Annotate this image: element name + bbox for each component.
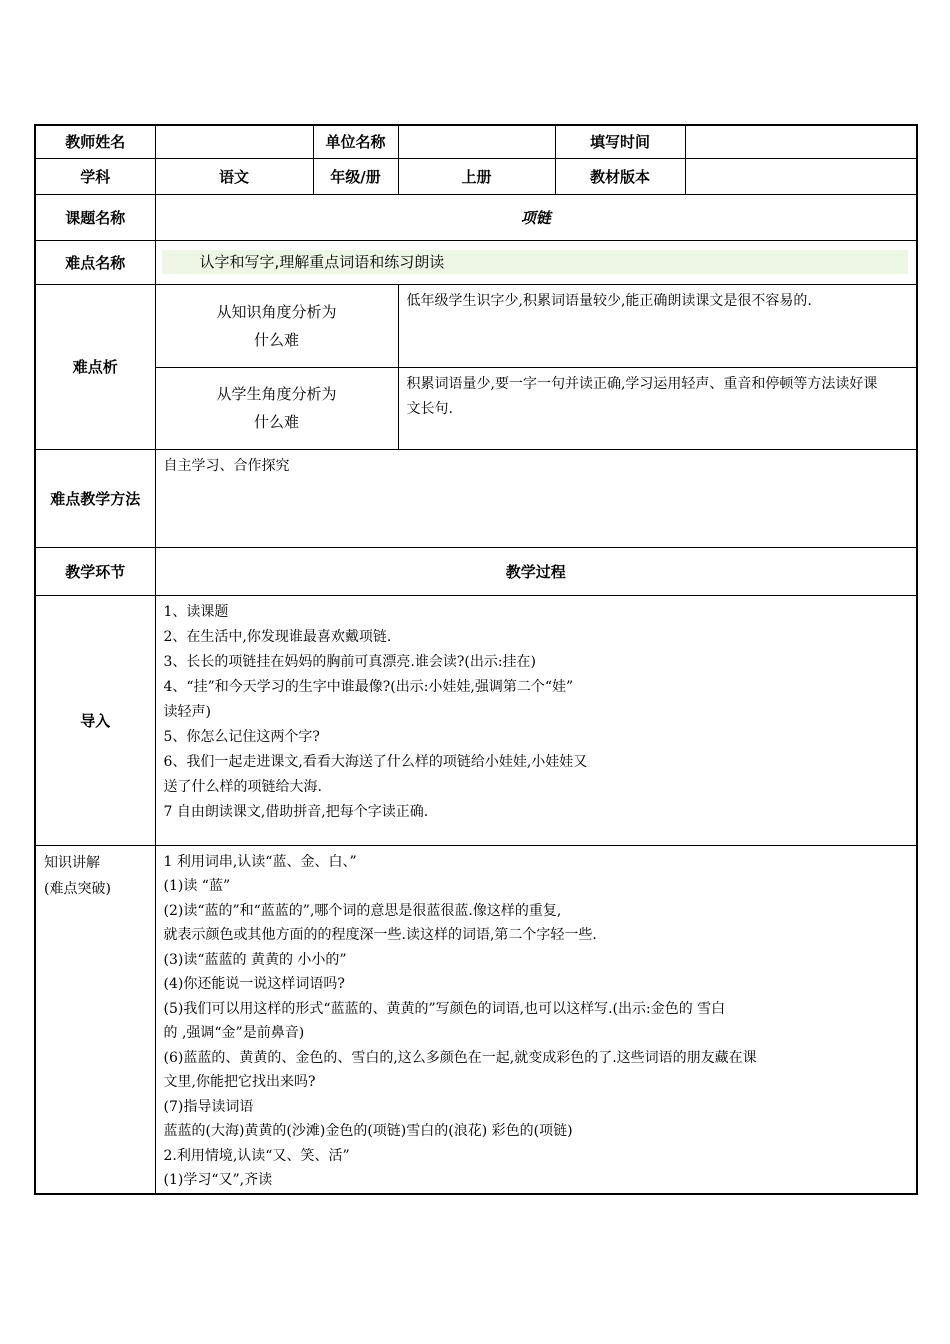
knowledge-line: (3)读“蓝蓝的 黄黄的 小小的” <box>163 951 347 968</box>
lesson-plan-table <box>34 124 918 1195</box>
knowledge-row <box>35 845 917 1194</box>
lesson-plan-form <box>34 124 916 1195</box>
knowledge-label-line-2: (难点突破) <box>44 880 111 897</box>
knowledge-line: 2.利用情境,认读“又、笑、活” <box>163 1147 350 1164</box>
student-angle-label-line-1: 从学生角度分析为 <box>216 385 337 403</box>
grade-label: 年级/册 <box>313 158 398 194</box>
intro-row <box>35 595 917 845</box>
student-angle-text-cell <box>398 367 917 449</box>
grade-value: 上册 <box>398 158 555 194</box>
analysis-knowledge-row <box>35 284 917 367</box>
method-value: 自主学习、合作探究 <box>163 457 290 474</box>
knowledge-label <box>35 845 155 1194</box>
knowledge-label-line-1: 知识讲解 <box>44 854 100 871</box>
difficulty-cell <box>155 240 917 284</box>
knowledge-line: (6)蓝蓝的、黄黄的、金色的、雪白的,这么多颜色在一起,就变成彩色的了.这些词语的朋友藏在课 <box>163 1049 757 1066</box>
intro-line: 6、我们一起走进课文,看看大海送了什么样的项链给小娃娃,小娃娃又 <box>163 753 588 770</box>
intro-label: 导入 <box>35 595 155 845</box>
knowledge-angle-text: 低年级学生识字少,积累词语量较少,能正确朗读课文是很不容易的. <box>406 292 812 309</box>
student-angle-text-line-1: 积累词语量少,要一字一句并读正确,学习运用轻声、重音和停顿等方法读好课 <box>406 375 878 392</box>
topic-value: 项链 <box>155 194 917 240</box>
knowledge-line: 1 利用词串,认读“蓝、金、白、” <box>163 853 357 870</box>
topic-label: 课题名称 <box>35 194 155 240</box>
student-angle-label <box>155 367 398 449</box>
fill-time-label: 填写时间 <box>555 125 685 158</box>
difficulty-value: 认字和写字,理解重点词语和练习朗读 <box>162 250 909 274</box>
knowledge-content <box>155 845 917 1194</box>
intro-line: 1、读课题 <box>163 603 229 620</box>
knowledge-line: 就表示颜色或其他方面的的程度深一些.读这样的词语,第二个字轻一些. <box>163 927 597 943</box>
knowledge-line: 的 ,强调“金”是前鼻音) <box>163 1025 305 1041</box>
intro-line: 5、你怎么记住这两个字? <box>163 728 320 745</box>
stage-label: 教学环节 <box>35 547 155 595</box>
subject-label: 学科 <box>35 158 155 194</box>
analysis-label: 难点析 <box>35 284 155 449</box>
analysis-student-row <box>35 367 917 449</box>
intro-line: 读轻声) <box>163 703 211 720</box>
topic-row <box>35 194 917 240</box>
header-row-1 <box>35 125 917 158</box>
process-header-row <box>35 547 917 595</box>
student-angle-text-line-2: 文长句. <box>406 400 453 417</box>
unit-name-label: 单位名称 <box>313 125 398 158</box>
student-angle-label-line-2: 什么难 <box>253 413 299 431</box>
header-row-2 <box>35 158 917 194</box>
knowledge-line: (1)读 “蓝” <box>163 878 231 894</box>
subject-value: 语文 <box>155 158 313 194</box>
intro-line: 7 自由朗读课文,借助拼音,把每个字读正确. <box>163 803 429 820</box>
edition-value <box>685 158 917 194</box>
method-row <box>35 449 917 547</box>
difficulty-row <box>35 240 917 284</box>
intro-content <box>155 595 917 845</box>
knowledge-angle-label-line-1: 从知识角度分析为 <box>216 302 337 321</box>
difficulty-label: 难点名称 <box>35 240 155 284</box>
method-label: 难点教学方法 <box>35 449 155 547</box>
intro-line: 送了什么样的项链给大海. <box>163 778 322 795</box>
intro-line: 4、“挂”和今天学习的生字中谁最像?(出示:小娃娃,强调第二个“娃” <box>163 678 574 695</box>
knowledge-line: (7)指导读词语 <box>163 1098 254 1115</box>
edition-label: 教材版本 <box>555 158 685 194</box>
knowledge-line: (2)读“蓝的”和“蓝蓝的”,哪个词的意思是很蓝很蓝.像这样的重复, <box>163 902 562 919</box>
knowledge-line: 蓝蓝的(大海)黄黄的(沙滩)金色的(项链)雪白的(浪花) 彩色的(项链) <box>163 1123 573 1139</box>
fill-time-value <box>685 125 917 158</box>
knowledge-line: (4)你还能说一说这样词语吗? <box>163 976 345 992</box>
knowledge-line: (1)学习“又”,齐读 <box>163 1172 273 1188</box>
intro-line: 2、在生活中,你发现谁最喜欢戴项链. <box>163 628 392 645</box>
knowledge-angle-label-line-2: 什么难 <box>253 330 299 349</box>
process-label: 教学过程 <box>155 547 917 595</box>
unit-name-value <box>398 125 555 158</box>
method-value-cell <box>155 449 917 547</box>
knowledge-angle-text-cell <box>398 284 917 367</box>
knowledge-line: (5)我们可以用这样的形式“蓝蓝的、黄黄的”写颜色的词语,也可以这样写.(出示:金色的 雪白 <box>163 1000 726 1017</box>
teacher-name-value <box>155 125 313 158</box>
knowledge-angle-label <box>155 284 398 367</box>
knowledge-line: 文里,你能把它找出来吗? <box>163 1074 316 1090</box>
intro-line: 3、长长的项链挂在妈妈的胸前可真漂亮.谁会读?(出示:挂在) <box>163 653 537 670</box>
teacher-name-label: 教师姓名 <box>35 125 155 158</box>
